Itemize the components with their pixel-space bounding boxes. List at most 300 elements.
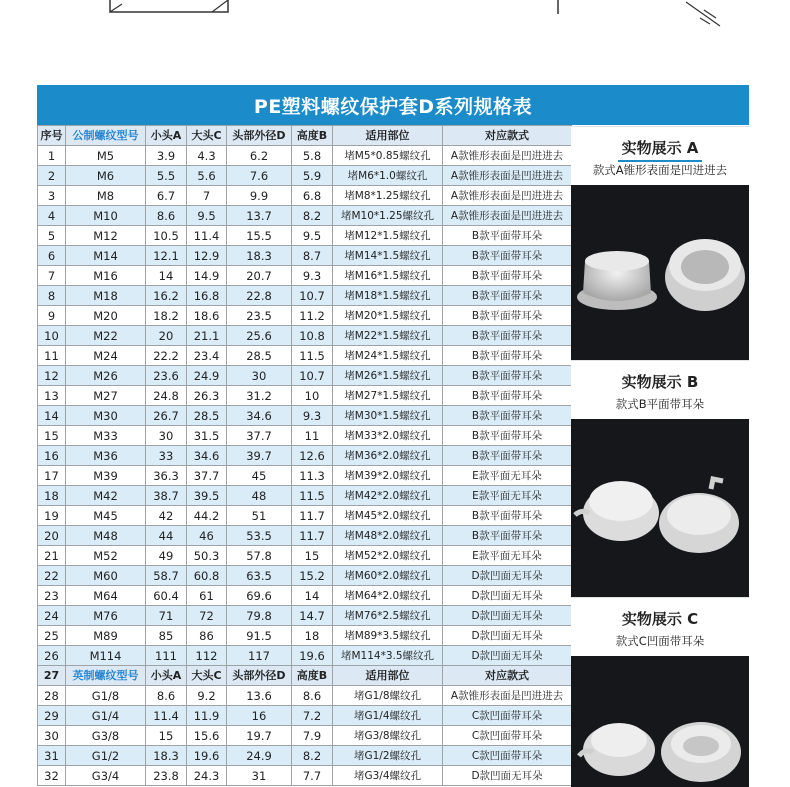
table-cell: 18.3 <box>227 246 292 266</box>
table-cell: 堵M45*2.0螺纹孔 <box>333 506 443 526</box>
table-row <box>38 346 572 366</box>
product-photo-b <box>571 419 749 597</box>
table-cell: 13.6 <box>227 686 292 706</box>
table-cell: 12.9 <box>187 246 227 266</box>
table-cell: 堵M42*2.0螺纹孔 <box>333 486 443 506</box>
table-cell: 58.7 <box>146 566 187 586</box>
table-cell: M18 <box>66 286 146 306</box>
table-cell: 6 <box>38 246 66 266</box>
table-row <box>38 306 572 326</box>
table-cell: D款凹面无耳朵 <box>443 646 572 666</box>
table-row <box>38 726 572 746</box>
table-row <box>38 586 572 606</box>
table-cell: 堵M8*1.25螺纹孔 <box>333 186 443 206</box>
table-cell: 112 <box>187 646 227 666</box>
table-row <box>38 746 572 766</box>
table-cell: 适用部位 <box>333 126 443 146</box>
table-cell: 19.6 <box>187 746 227 766</box>
table-cell: C款凹面带耳朵 <box>443 726 572 746</box>
table-cell: 堵M64*2.0螺纹孔 <box>333 586 443 606</box>
table-cell: B款平面带耳朵 <box>443 286 572 306</box>
table-cell: D款凹面无耳朵 <box>443 586 572 606</box>
table-cell: 高度B <box>292 666 333 686</box>
table-cell: M22 <box>66 326 146 346</box>
table-cell: D款凹面无耳朵 <box>443 766 572 786</box>
table-cell: G1/4 <box>66 706 146 726</box>
table-cell: 39.5 <box>187 486 227 506</box>
showcase-b-title: 实物展示 B <box>621 373 699 391</box>
table-cell: G3/4 <box>66 766 146 786</box>
table-cell: 61 <box>187 586 227 606</box>
table-cell: 28.5 <box>227 346 292 366</box>
table-cell: 30 <box>227 366 292 386</box>
table-cell: 堵M36*2.0螺纹孔 <box>333 446 443 466</box>
table-cell: B款平面带耳朵 <box>443 366 572 386</box>
table-cell: M114 <box>66 646 146 666</box>
table-cell: 20 <box>38 526 66 546</box>
table-cell: 堵M16*1.5螺纹孔 <box>333 266 443 286</box>
table-cell: 13.7 <box>227 206 292 226</box>
table-cell: 对应款式 <box>443 666 572 686</box>
table-cell: 91.5 <box>227 626 292 646</box>
table-cell: 10 <box>292 386 333 406</box>
table-cell: 85 <box>146 626 187 646</box>
table-cell: 堵M22*1.5螺纹孔 <box>333 326 443 346</box>
table-cell: 堵M20*1.5螺纹孔 <box>333 306 443 326</box>
table-cell: M52 <box>66 546 146 566</box>
table-cell: 公制螺纹型号 <box>66 126 146 146</box>
table-cell: 13 <box>38 386 66 406</box>
table-cell: 14 <box>292 586 333 606</box>
table-cell: D款凹面无耳朵 <box>443 606 572 626</box>
table-cell: 31.5 <box>187 426 227 446</box>
table-cell: 3.9 <box>146 146 187 166</box>
table-cell: 11 <box>292 426 333 446</box>
table-cell: 71 <box>146 606 187 626</box>
table-cell: 大头C <box>187 126 227 146</box>
table-cell: 24.3 <box>187 766 227 786</box>
table-cell: 10.8 <box>292 326 333 346</box>
table-cell: 23.6 <box>146 366 187 386</box>
table-cell: E款平面无耳朵 <box>443 466 572 486</box>
showcase-a <box>571 126 749 361</box>
table-cell: 20 <box>146 326 187 346</box>
table-cell: 7.2 <box>292 706 333 726</box>
table-cell: E款平面无耳朵 <box>443 546 572 566</box>
table-cell: 37.7 <box>227 426 292 446</box>
table-cell: 27 <box>38 666 66 686</box>
table-cell: 22 <box>38 566 66 586</box>
table-cell: 15.5 <box>227 226 292 246</box>
table-cell: 21 <box>38 546 66 566</box>
table-cell: M5 <box>66 146 146 166</box>
table-cell: B款平面带耳朵 <box>443 266 572 286</box>
table-cell: 9.9 <box>227 186 292 206</box>
table-cell: 6.8 <box>292 186 333 206</box>
table-cell: M30 <box>66 406 146 426</box>
table-cell: 8.6 <box>146 206 187 226</box>
table-cell: 24.9 <box>187 366 227 386</box>
table-cell: 5.9 <box>292 166 333 186</box>
table-row <box>38 426 572 446</box>
table-row <box>38 366 572 386</box>
table-cell: 57.8 <box>227 546 292 566</box>
table-row <box>38 486 572 506</box>
table-cell: 2 <box>38 166 66 186</box>
table-cell: 42 <box>146 506 187 526</box>
table-cell: B款平面带耳朵 <box>443 446 572 466</box>
table-cell: 39.7 <box>227 446 292 466</box>
table-cell: 26.3 <box>187 386 227 406</box>
table-row <box>38 286 572 306</box>
table-cell: 14 <box>146 266 187 286</box>
table-cell: 11.4 <box>187 226 227 246</box>
table-cell: B款平面带耳朵 <box>443 406 572 426</box>
product-photo-c <box>571 656 749 787</box>
table-cell: 24.9 <box>227 746 292 766</box>
table-cell: 10 <box>38 326 66 346</box>
table-cell: 15 <box>146 726 187 746</box>
table-cell: 34.6 <box>187 446 227 466</box>
table-cell: 50.3 <box>187 546 227 566</box>
table-cell: 对应款式 <box>443 126 572 146</box>
table-cell: G1/8 <box>66 686 146 706</box>
table-cell: 堵M5*0.85螺纹孔 <box>333 146 443 166</box>
table-cell: B款平面带耳朵 <box>443 526 572 546</box>
table-cell: M12 <box>66 226 146 246</box>
table-cell: 14 <box>38 406 66 426</box>
table-cell: M6 <box>66 166 146 186</box>
table-cell: 72 <box>187 606 227 626</box>
table-cell: 4.3 <box>187 146 227 166</box>
showcase-c <box>571 597 749 787</box>
table-cell: 16.8 <box>187 286 227 306</box>
table-row <box>38 266 572 286</box>
table-cell: 9.3 <box>292 406 333 426</box>
table-cell: 7.6 <box>227 166 292 186</box>
table-row <box>38 186 572 206</box>
table-cell: 6.7 <box>146 186 187 206</box>
table-cell: 44.2 <box>187 506 227 526</box>
table-cell: 37.7 <box>187 466 227 486</box>
showcase-a-desc: 款式A锥形表面是凹进进去 <box>592 163 728 177</box>
table-cell: 11.7 <box>292 506 333 526</box>
table-cell: 21.1 <box>187 326 227 346</box>
table-cell: M36 <box>66 446 146 466</box>
table-cell: 9 <box>38 306 66 326</box>
table-cell: 6.2 <box>227 146 292 166</box>
table-cell: 30 <box>38 726 66 746</box>
table-cell: 19.7 <box>227 726 292 746</box>
table-cell: 111 <box>146 646 187 666</box>
table-cell: 堵M10*1.25螺纹孔 <box>333 206 443 226</box>
table-cell: 堵M26*1.5螺纹孔 <box>333 366 443 386</box>
table-cell: 10.7 <box>292 366 333 386</box>
table-cell: 15 <box>38 426 66 446</box>
table-cell: E款平面无耳朵 <box>443 486 572 506</box>
table-cell: 28 <box>38 686 66 706</box>
table-cell: 8 <box>38 286 66 306</box>
table-row <box>38 686 572 706</box>
table-cell: 19 <box>38 506 66 526</box>
table-cell: 11 <box>38 346 66 366</box>
table-cell: 18.2 <box>146 306 187 326</box>
table-cell: A款锥形表面是凹进进去 <box>443 166 572 186</box>
table-cell: 63.5 <box>227 566 292 586</box>
table-cell: 28.5 <box>187 406 227 426</box>
table-cell: 堵M27*1.5螺纹孔 <box>333 386 443 406</box>
drawing-fragment <box>0 0 790 30</box>
table-cell: 小头A <box>146 666 187 686</box>
table-cell: 31 <box>38 746 66 766</box>
table-row <box>38 566 572 586</box>
table-cell: 7 <box>187 186 227 206</box>
table-cell: 堵M89*3.5螺纹孔 <box>333 626 443 646</box>
table-cell: 46 <box>187 526 227 546</box>
table-cell: C款凹面带耳朵 <box>443 746 572 766</box>
table-cell: D款凹面无耳朵 <box>443 566 572 586</box>
table-cell: 10.5 <box>146 226 187 246</box>
table-cell: B款平面带耳朵 <box>443 506 572 526</box>
table-cell: 堵M14*1.5螺纹孔 <box>333 246 443 266</box>
table-cell: B款平面带耳朵 <box>443 346 572 366</box>
table-row <box>38 706 572 726</box>
table-cell: 22.2 <box>146 346 187 366</box>
table-cell: 14.7 <box>292 606 333 626</box>
table-cell: 11.2 <box>292 306 333 326</box>
table-cell: 11.4 <box>146 706 187 726</box>
table-cell: 8.2 <box>292 206 333 226</box>
table-cell: 高度B <box>292 126 333 146</box>
table-cell: 头部外径D <box>227 126 292 146</box>
table-cell: 11.3 <box>292 466 333 486</box>
table-cell: B款平面带耳朵 <box>443 226 572 246</box>
table-cell: 堵G1/2螺纹孔 <box>333 746 443 766</box>
table-row <box>38 146 572 166</box>
table-cell: 48 <box>227 486 292 506</box>
table-cell: A款锥形表面是凹进进去 <box>443 206 572 226</box>
table-cell: C款凹面带耳朵 <box>443 706 572 726</box>
showcase-a-title: 实物展示 A <box>618 137 703 162</box>
table-cell: M16 <box>66 266 146 286</box>
table-cell: 12 <box>38 366 66 386</box>
table-cell: 堵M33*2.0螺纹孔 <box>333 426 443 446</box>
table-row <box>38 166 572 186</box>
table-cell: 7 <box>38 266 66 286</box>
table-cell: 51 <box>227 506 292 526</box>
table-cell: 4 <box>38 206 66 226</box>
table-cell: 16 <box>227 706 292 726</box>
table-cell: 堵M60*2.0螺纹孔 <box>333 566 443 586</box>
table-cell: 9.2 <box>187 686 227 706</box>
table-cell: 23.8 <box>146 766 187 786</box>
table-cell: 25 <box>38 626 66 646</box>
table-cell: 12.6 <box>292 446 333 466</box>
table-cell: 7.9 <box>292 726 333 746</box>
showcase-c-desc: 款式C凹面带耳朵 <box>615 634 705 648</box>
table-cell: 英制螺纹型号 <box>66 666 146 686</box>
table-cell: 11.7 <box>292 526 333 546</box>
table-cell: 33 <box>146 446 187 466</box>
table-cell: 23 <box>38 586 66 606</box>
table-cell: 10.7 <box>292 286 333 306</box>
table-cell: 小头A <box>146 126 187 146</box>
table-cell: 堵M6*1.0螺纹孔 <box>333 166 443 186</box>
table-cell: 大头C <box>187 666 227 686</box>
showcase-b <box>571 360 749 597</box>
table-cell: 堵M76*2.5螺纹孔 <box>333 606 443 626</box>
table-row <box>38 506 572 526</box>
table-cell: M89 <box>66 626 146 646</box>
table-cell: 29 <box>38 706 66 726</box>
table-cell: 11.5 <box>292 486 333 506</box>
table-cell: 堵M12*1.5螺纹孔 <box>333 226 443 246</box>
table-cell: 34.6 <box>227 406 292 426</box>
table-cell: 18.3 <box>146 746 187 766</box>
table-cell: G1/2 <box>66 746 146 766</box>
table-cell: M60 <box>66 566 146 586</box>
table-cell: 24 <box>38 606 66 626</box>
table-cell: M39 <box>66 466 146 486</box>
table-cell: M8 <box>66 186 146 206</box>
table-cell: 8.6 <box>146 686 187 706</box>
table-row <box>38 546 572 566</box>
table-cell: 11.9 <box>187 706 227 726</box>
table-cell: 头部外径D <box>227 666 292 686</box>
table-cell: 69.6 <box>227 586 292 606</box>
table-cell: 86 <box>187 626 227 646</box>
table-cell: 38.7 <box>146 486 187 506</box>
table-cell: M48 <box>66 526 146 546</box>
table-cell: 15 <box>292 546 333 566</box>
table-cell: 18.6 <box>187 306 227 326</box>
table-cell: 5.5 <box>146 166 187 186</box>
table-cell: 30 <box>146 426 187 446</box>
table-cell: 堵M48*2.0螺纹孔 <box>333 526 443 546</box>
table-cell: A款锥形表面是凹进进去 <box>443 146 572 166</box>
table-row <box>38 246 572 266</box>
table-cell: 堵G1/8螺纹孔 <box>333 686 443 706</box>
table-cell: 79.8 <box>227 606 292 626</box>
table-cell: G3/8 <box>66 726 146 746</box>
table-cell: 7.7 <box>292 766 333 786</box>
table-cell: M27 <box>66 386 146 406</box>
table-row <box>38 626 572 646</box>
table-cell: M26 <box>66 366 146 386</box>
table-cell: 9.5 <box>187 206 227 226</box>
table-cell: 15.2 <box>292 566 333 586</box>
table-cell: D款凹面无耳朵 <box>443 626 572 646</box>
table-cell: 44 <box>146 526 187 546</box>
table-cell: 堵M52*2.0螺纹孔 <box>333 546 443 566</box>
table-cell: B款平面带耳朵 <box>443 386 572 406</box>
table-cell: 堵M18*1.5螺纹孔 <box>333 286 443 306</box>
table-cell: 31.2 <box>227 386 292 406</box>
table-cell: 16 <box>38 446 66 466</box>
table-cell: 5 <box>38 226 66 246</box>
table-cell: 14.9 <box>187 266 227 286</box>
table-cell: 16.2 <box>146 286 187 306</box>
table-cell: M10 <box>66 206 146 226</box>
table-cell: 3 <box>38 186 66 206</box>
table-cell: 8.2 <box>292 746 333 766</box>
table-cell: B款平面带耳朵 <box>443 426 572 446</box>
table-cell: B款平面带耳朵 <box>443 326 572 346</box>
table-cell: 36.3 <box>146 466 187 486</box>
table-cell: 20.7 <box>227 266 292 286</box>
table-cell: 23.5 <box>227 306 292 326</box>
table-cell: M45 <box>66 506 146 526</box>
spec-table <box>37 125 572 786</box>
product-photo-a <box>571 185 749 361</box>
table-row <box>38 446 572 466</box>
table-row <box>38 606 572 626</box>
table-row <box>38 226 572 246</box>
table-header-row <box>38 666 572 686</box>
table-row <box>38 646 572 666</box>
table-cell: M14 <box>66 246 146 266</box>
table-cell: 49 <box>146 546 187 566</box>
table-cell: 12.1 <box>146 246 187 266</box>
table-cell: 19.6 <box>292 646 333 666</box>
table-row <box>38 466 572 486</box>
table-cell: 17 <box>38 466 66 486</box>
table-cell: 26.7 <box>146 406 187 426</box>
table-cell: 9.5 <box>292 226 333 246</box>
table-cell: 24.8 <box>146 386 187 406</box>
table-cell: M33 <box>66 426 146 446</box>
table-cell: M76 <box>66 606 146 626</box>
table-row <box>38 406 572 426</box>
table-cell: 堵G3/8螺纹孔 <box>333 726 443 746</box>
table-cell: 堵M39*2.0螺纹孔 <box>333 466 443 486</box>
table-cell: 堵M114*3.5螺纹孔 <box>333 646 443 666</box>
showcase-c-title: 实物展示 C <box>621 610 699 628</box>
table-cell: 8.7 <box>292 246 333 266</box>
table-cell: 23.4 <box>187 346 227 366</box>
table-row <box>38 326 572 346</box>
table-cell: 9.3 <box>292 266 333 286</box>
table-cell: M42 <box>66 486 146 506</box>
table-cell: M24 <box>66 346 146 366</box>
table-cell: 31 <box>227 766 292 786</box>
table-cell: A款锥形表面是凹进进去 <box>443 186 572 206</box>
table-cell: 117 <box>227 646 292 666</box>
table-cell: 15.6 <box>187 726 227 746</box>
table-cell: M64 <box>66 586 146 606</box>
table-row <box>38 526 572 546</box>
table-cell: A款锥形表面是凹进进去 <box>443 686 572 706</box>
table-cell: 序号 <box>38 126 66 146</box>
table-cell: B款平面带耳朵 <box>443 306 572 326</box>
table-cell: 22.8 <box>227 286 292 306</box>
table-cell: 18 <box>292 626 333 646</box>
table-cell: 5.8 <box>292 146 333 166</box>
table-cell: 5.6 <box>187 166 227 186</box>
table-cell: 60.8 <box>187 566 227 586</box>
table-cell: B款平面带耳朵 <box>443 246 572 266</box>
table-cell: 26 <box>38 646 66 666</box>
table-row <box>38 206 572 226</box>
table-title: PE塑料螺纹保护套D系列规格表 <box>37 85 749 125</box>
table-cell: 60.4 <box>146 586 187 606</box>
table-cell: 1 <box>38 146 66 166</box>
table-header-row <box>38 126 572 146</box>
table-cell: 53.5 <box>227 526 292 546</box>
table-cell: 32 <box>38 766 66 786</box>
table-cell: 堵M24*1.5螺纹孔 <box>333 346 443 366</box>
table-cell: 适用部位 <box>333 666 443 686</box>
